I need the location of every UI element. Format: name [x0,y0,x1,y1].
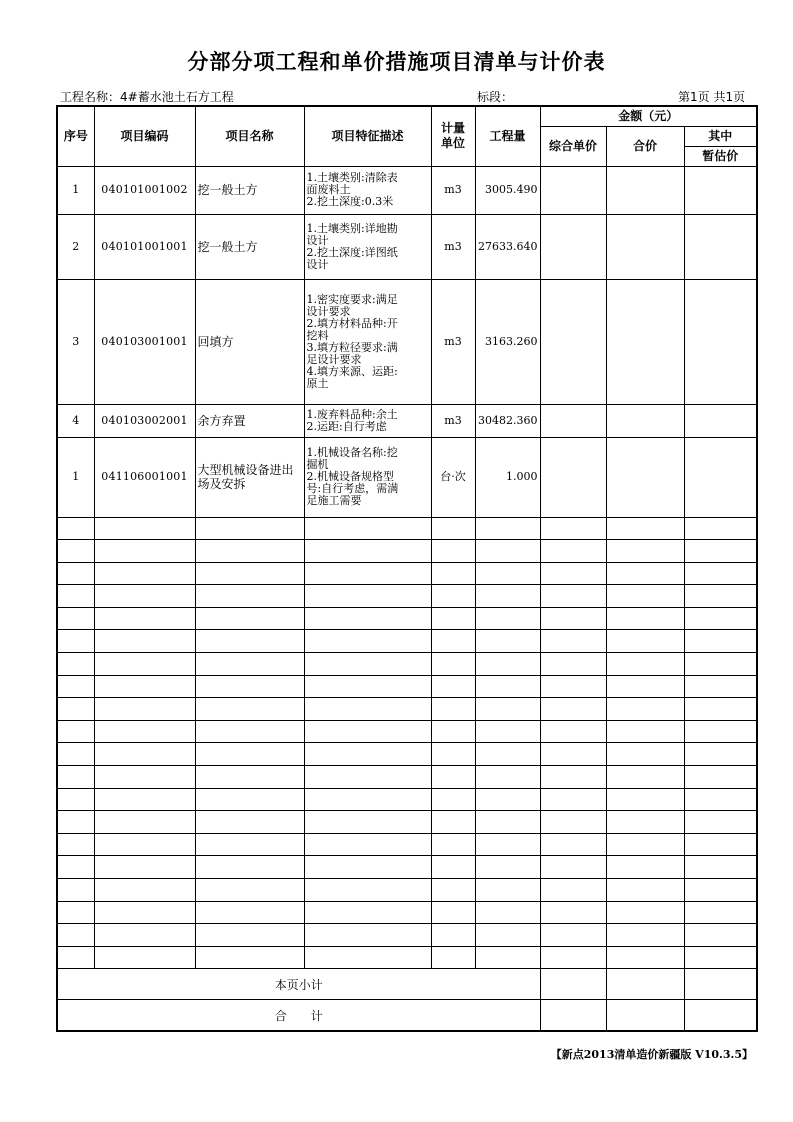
empty-cell [304,766,431,789]
footer-cell [540,1000,606,1031]
empty-cell [431,653,475,676]
row-provisional [684,166,757,214]
header-unit: 计量 单位 [431,106,475,166]
empty-cell [57,946,94,969]
empty-cell [606,833,684,856]
table-row [57,404,757,437]
empty-cell [475,517,540,540]
row-seq: 2 [57,214,94,279]
empty-cell [57,630,94,653]
empty-cell [94,630,195,653]
empty-cell [475,675,540,698]
row-name: 余方弃置 [195,404,304,437]
empty-cell [431,562,475,585]
empty-cell [94,607,195,630]
empty-cell [94,743,195,766]
empty-cell [304,856,431,879]
empty-cell [684,833,757,856]
empty-cell [684,585,757,608]
empty-cell [94,720,195,743]
row-name: 回填方 [195,279,304,404]
empty-cell [606,698,684,721]
empty-cell [606,743,684,766]
empty-cell [431,766,475,789]
row-code: 040101001001 [94,214,195,279]
empty-cell [540,811,606,834]
empty-cell [540,946,606,969]
row-unit: m3 [431,214,475,279]
empty-row [57,653,757,676]
empty-row [57,879,757,902]
empty-cell [94,833,195,856]
desc-line: 足设计要求 [306,352,362,366]
empty-cell [94,879,195,902]
empty-cell [304,901,431,924]
empty-row [57,856,757,879]
empty-row [57,585,757,608]
empty-cell [304,946,431,969]
row-code: 040103002001 [94,404,195,437]
table-row [57,166,757,214]
empty-cell [431,517,475,540]
empty-cell [431,811,475,834]
footer-cell [684,1000,757,1031]
empty-cell [684,743,757,766]
header-seq: 序号 [57,106,94,166]
empty-cell [606,630,684,653]
empty-cell [684,562,757,585]
bill-table [56,105,758,1032]
footer-cell [540,969,606,1000]
empty-cell [94,585,195,608]
empty-cell [195,630,304,653]
desc-line: 2.挖土深度:详图纸 [306,245,398,259]
empty-row [57,924,757,947]
desc-line: 面废料土 [306,183,351,196]
empty-cell [304,653,431,676]
row-seq: 1 [57,166,94,214]
desc-line: 原土 [306,376,329,390]
header-provisional: 暂估价 [684,146,757,166]
empty-cell [57,540,94,563]
empty-cell [606,653,684,676]
header-unit-price: 综合单价 [540,126,606,166]
empty-cell [195,856,304,879]
desc-line: 设计 [306,233,329,247]
empty-cell [94,540,195,563]
row-unit-price [540,166,606,214]
empty-cell [540,675,606,698]
empty-cell [195,788,304,811]
row-unit: m3 [431,279,475,404]
grand-total-label: 合 计 [57,1000,540,1031]
empty-row [57,562,757,585]
empty-cell [684,811,757,834]
row-desc [304,279,431,404]
row-total [606,166,684,214]
empty-cell [431,788,475,811]
row-code: 041106001001 [94,437,195,517]
empty-cell [606,924,684,947]
empty-cell [195,607,304,630]
empty-cell [57,924,94,947]
table-row [57,214,757,279]
empty-cell [606,562,684,585]
row-seq: 4 [57,404,94,437]
desc-line: 设计要求 [306,304,351,318]
empty-cell [57,811,94,834]
row-qty: 30482.360 [475,404,540,437]
software-version: 【新点2013清单造价新疆版 V10.3.5】 [550,1048,753,1061]
empty-cell [475,901,540,924]
empty-cell [195,924,304,947]
empty-cell [540,585,606,608]
empty-cell [304,630,431,653]
row-name: 大型机械设备进出场及安拆 [195,437,304,517]
empty-row [57,698,757,721]
empty-cell [431,946,475,969]
empty-row [57,766,757,789]
desc-line: 1.密实度要求:满足 [306,292,398,306]
desc-line: 号:自行考虑，需满 [306,482,399,495]
empty-cell [540,517,606,540]
row-desc [304,166,431,214]
empty-cell [606,585,684,608]
empty-cell [606,540,684,563]
empty-cell [684,630,757,653]
empty-cell [475,540,540,563]
empty-cell [94,653,195,676]
empty-cell [304,879,431,902]
empty-cell [540,720,606,743]
header-total: 合价 [606,126,684,166]
empty-cell [57,743,94,766]
empty-cell [57,788,94,811]
empty-cell [304,788,431,811]
header-amount: 金额（元） [540,106,757,126]
empty-row [57,833,757,856]
empty-cell [195,833,304,856]
row-qty: 27633.640 [475,214,540,279]
empty-cell [475,698,540,721]
empty-cell [606,788,684,811]
empty-cell [195,585,304,608]
empty-cell [540,901,606,924]
empty-cell [57,901,94,924]
empty-cell [540,540,606,563]
empty-cell [195,675,304,698]
empty-row [57,901,757,924]
empty-cell [606,607,684,630]
empty-cell [540,630,606,653]
empty-cell [431,540,475,563]
subtotal-label: 本页小计 [57,969,540,1000]
empty-cell [540,698,606,721]
row-qty: 3005.490 [475,166,540,214]
empty-cell [195,766,304,789]
empty-cell [540,766,606,789]
empty-cell [606,517,684,540]
row-provisional [684,404,757,437]
row-seq: 3 [57,279,94,404]
empty-cell [94,562,195,585]
empty-row [57,675,757,698]
empty-cell [431,630,475,653]
empty-cell [540,924,606,947]
empty-cell [606,879,684,902]
empty-cell [304,517,431,540]
empty-cell [684,856,757,879]
table-row [57,437,757,517]
desc-line: 1.机械设备名称:挖 [306,446,398,459]
empty-cell [94,946,195,969]
empty-cell [606,720,684,743]
empty-cell [57,766,94,789]
empty-cell [94,766,195,789]
desc-line: 2.填方材料品种:开 [306,316,398,330]
empty-cell [606,901,684,924]
empty-cell [94,811,195,834]
empty-cell [57,653,94,676]
empty-cell [475,766,540,789]
empty-cell [606,811,684,834]
empty-cell [684,924,757,947]
row-qty: 1.000 [475,437,540,517]
empty-row [57,743,757,766]
empty-cell [475,743,540,766]
row-total [606,404,684,437]
empty-cell [304,811,431,834]
empty-cell [475,607,540,630]
desc-line: 4.填方来源、运距: [306,364,398,378]
empty-cell [57,607,94,630]
empty-cell [94,856,195,879]
row-total [606,214,684,279]
subtotal-row [57,969,757,1000]
header-of-which: 其中 [684,126,757,146]
empty-cell [475,811,540,834]
empty-cell [684,720,757,743]
row-unit: m3 [431,404,475,437]
desc-line: 2.挖土深度:0.3米 [306,195,394,208]
empty-cell [475,720,540,743]
empty-row [57,946,757,969]
empty-cell [195,901,304,924]
empty-row [57,630,757,653]
empty-cell [195,653,304,676]
empty-cell [684,879,757,902]
empty-cell [475,856,540,879]
empty-row [57,811,757,834]
empty-cell [431,720,475,743]
empty-cell [195,743,304,766]
empty-cell [57,585,94,608]
desc-line: 2.运距:自行考虑 [306,419,387,433]
desc-line: 2.机械设备规格型 [306,470,394,483]
footer-cell [606,1000,684,1031]
empty-cell [94,924,195,947]
empty-cell [431,901,475,924]
empty-cell [195,698,304,721]
empty-cell [606,766,684,789]
row-unit-price [540,279,606,404]
empty-cell [94,698,195,721]
row-desc [304,404,431,437]
empty-row [57,607,757,630]
empty-cell [684,901,757,924]
empty-cell [684,540,757,563]
empty-cell [304,743,431,766]
empty-cell [304,833,431,856]
empty-cell [57,856,94,879]
empty-cell [540,856,606,879]
table-row [57,279,757,404]
empty-cell [684,675,757,698]
row-unit: m3 [431,166,475,214]
empty-cell [57,562,94,585]
header-name: 项目名称 [195,106,304,166]
desc-line: 3.填方粒径要求:满 [306,340,398,354]
empty-cell [195,811,304,834]
row-unit-price [540,437,606,517]
row-desc [304,437,431,517]
row-provisional [684,214,757,279]
empty-cell [475,946,540,969]
row-provisional [684,437,757,517]
row-name: 挖一般土方 [195,214,304,279]
empty-cell [195,946,304,969]
empty-cell [684,946,757,969]
empty-cell [57,675,94,698]
empty-cell [475,630,540,653]
empty-cell [195,540,304,563]
empty-cell [94,788,195,811]
empty-row [57,720,757,743]
header-qty: 工程量 [475,106,540,166]
empty-cell [94,517,195,540]
empty-cell [57,698,94,721]
empty-cell [684,788,757,811]
section-label: 标段： [477,90,514,104]
empty-cell [431,607,475,630]
row-unit: 台·次 [431,437,475,517]
row-qty: 3163.260 [475,279,540,404]
header-code: 项目编码 [94,106,195,166]
empty-cell [431,743,475,766]
empty-cell [431,698,475,721]
row-desc [304,214,431,279]
row-unit-price [540,214,606,279]
empty-cell [431,585,475,608]
desc-line: 1.土壤类别:详地勘 [306,221,398,235]
desc-line: 掘机 [306,458,329,471]
empty-row [57,788,757,811]
footer-cell [606,969,684,1000]
row-total [606,279,684,404]
empty-cell [475,833,540,856]
empty-cell [431,924,475,947]
empty-cell [606,946,684,969]
empty-cell [94,675,195,698]
empty-cell [94,901,195,924]
empty-cell [475,585,540,608]
desc-line: 挖料 [306,328,329,342]
empty-cell [684,698,757,721]
empty-cell [304,562,431,585]
desc-line: 设计 [306,257,329,271]
desc-line: 1.土壤类别:清除表 [306,171,398,184]
row-code: 040103001001 [94,279,195,404]
empty-cell [57,720,94,743]
empty-cell [431,856,475,879]
row-total [606,437,684,517]
empty-cell [304,698,431,721]
empty-cell [304,585,431,608]
empty-cell [304,924,431,947]
grand-total-row [57,1000,757,1031]
empty-cell [304,607,431,630]
row-unit-price [540,404,606,437]
empty-cell [431,879,475,902]
empty-cell [606,856,684,879]
desc-line: 足施工需要 [306,494,362,507]
row-name: 挖一般土方 [195,166,304,214]
project-name: 工程名称：4#蓄水池土石方工程 [60,90,234,104]
empty-cell [195,879,304,902]
row-code: 040101001002 [94,166,195,214]
empty-row [57,517,757,540]
empty-cell [195,517,304,540]
empty-cell [475,562,540,585]
empty-cell [195,562,304,585]
empty-cell [540,562,606,585]
empty-cell [475,788,540,811]
empty-cell [475,653,540,676]
empty-cell [431,675,475,698]
row-provisional [684,279,757,404]
row-seq: 1 [57,437,94,517]
empty-cell [540,788,606,811]
empty-cell [304,675,431,698]
empty-row [57,540,757,563]
empty-cell [57,517,94,540]
empty-cell [540,879,606,902]
empty-cell [57,833,94,856]
empty-cell [540,653,606,676]
desc-line: 1.废弃料品种:余土 [306,407,398,421]
empty-cell [431,833,475,856]
empty-cell [57,879,94,902]
empty-cell [540,743,606,766]
empty-cell [540,833,606,856]
empty-cell [540,607,606,630]
empty-cell [606,675,684,698]
footer-cell [684,969,757,1000]
empty-cell [304,540,431,563]
header-desc: 项目特征描述 [304,106,431,166]
empty-cell [195,720,304,743]
empty-cell [684,607,757,630]
page-number: 第1页 共1页 [678,90,746,104]
empty-cell [684,517,757,540]
page-title: 分部分项工程和单价措施项目清单与计价表 [187,50,606,74]
empty-cell [475,879,540,902]
empty-cell [304,720,431,743]
empty-cell [684,766,757,789]
empty-cell [475,924,540,947]
empty-cell [684,653,757,676]
